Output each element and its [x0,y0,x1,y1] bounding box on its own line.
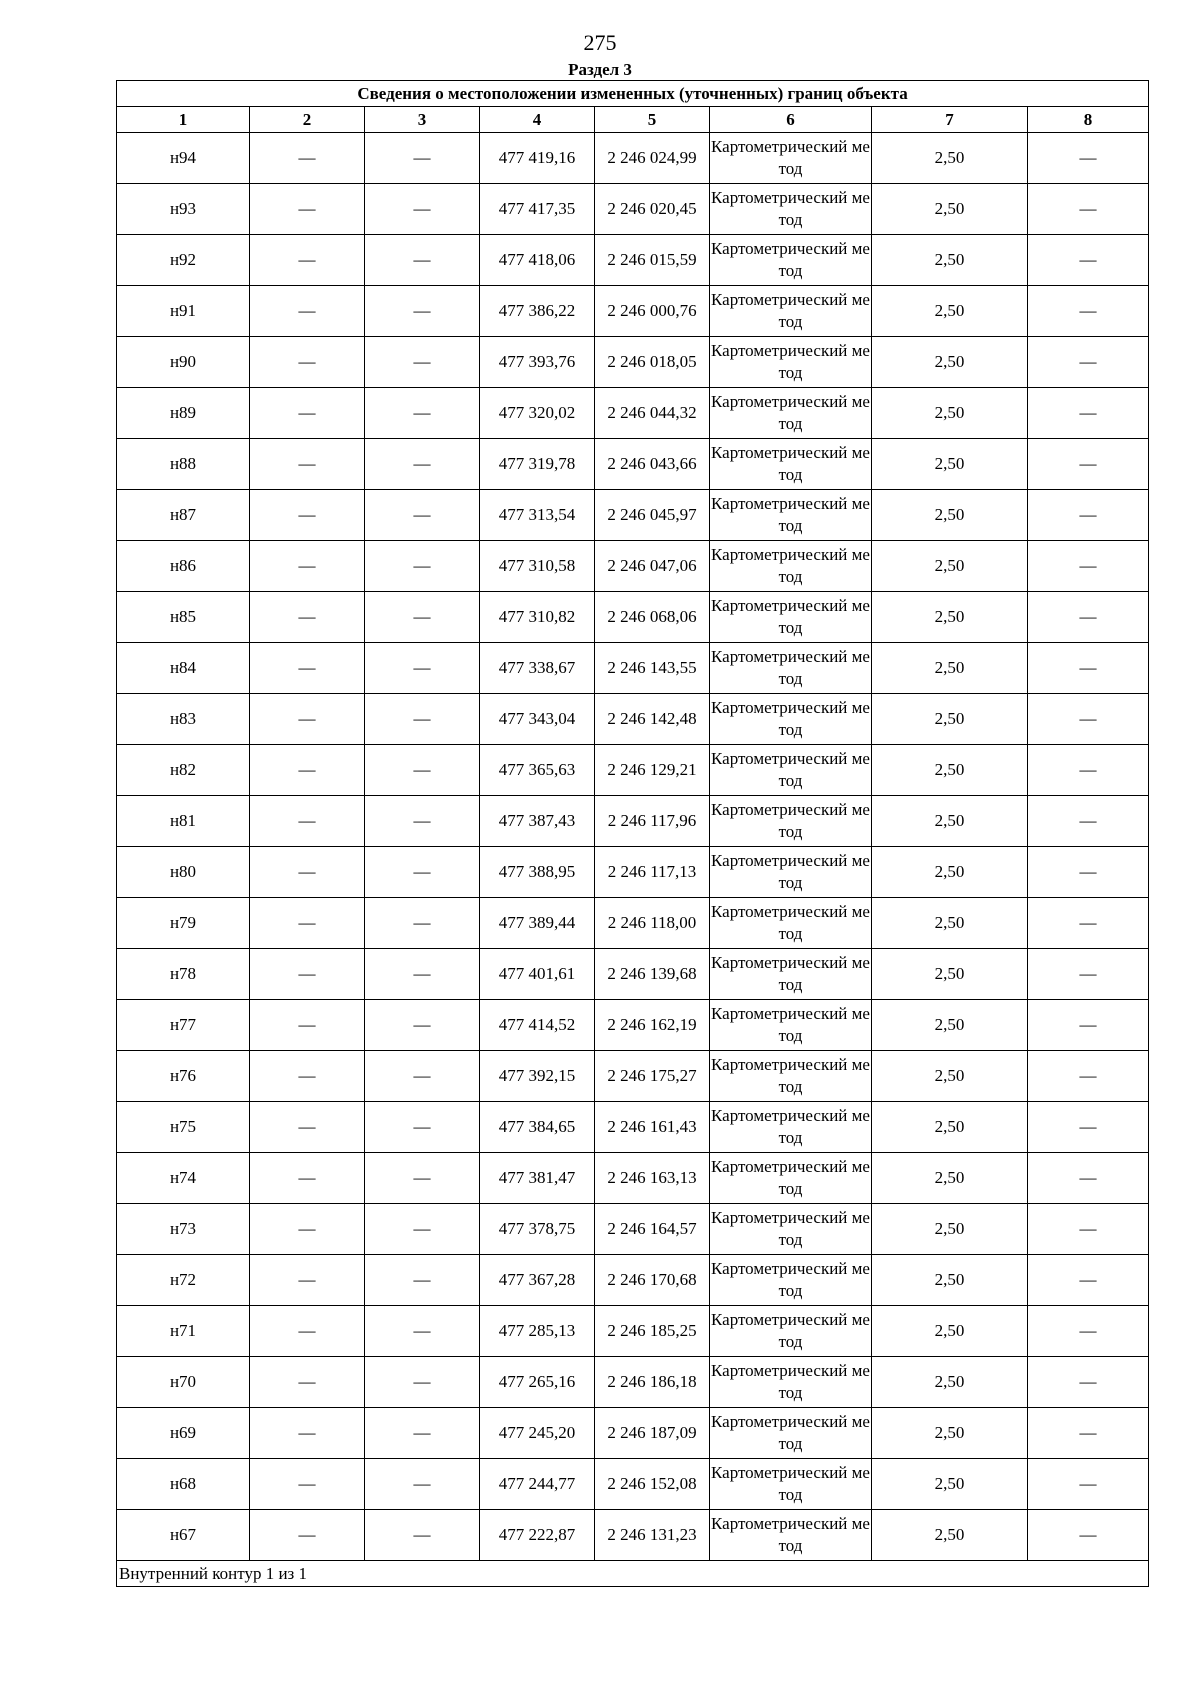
cell-method: Картометрический метод [710,1204,872,1255]
table-row [117,541,1149,592]
cell-coord-y: 2 246 118,00 [595,898,710,949]
cell-method: Картометрический метод [710,694,872,745]
cell-accuracy: 2,50 [872,898,1028,949]
cell-method: Картометрический метод [710,796,872,847]
cell-method: Картометрический метод [710,847,872,898]
table-row [117,1102,1149,1153]
cell-accuracy: 2,50 [872,490,1028,541]
table-caption: Сведения о местоположении измененных (уточненных) границ объекта [117,81,1149,107]
cell-col-8-value: — [1028,1306,1149,1357]
cell-col-3-value: — [365,949,480,1000]
cell-col-3-value: — [365,847,480,898]
cell-col-8-value: — [1028,286,1149,337]
table-row [117,235,1149,286]
table-footer-row [117,1561,1149,1587]
cell-coord-y: 2 246 047,06 [595,541,710,592]
cell-coord-x: 477 319,78 [480,439,595,490]
cell-coord-x: 477 386,22 [480,286,595,337]
cell-point-id: н73 [117,1204,250,1255]
cell-method: Картометрический метод [710,1459,872,1510]
cell-col-2-value: — [250,1510,365,1561]
table-row [117,490,1149,541]
cell-coord-x: 477 401,61 [480,949,595,1000]
table-row [117,1510,1149,1561]
cell-coord-x: 477 343,04 [480,694,595,745]
cell-point-id: н91 [117,286,250,337]
cell-method: Картометрический метод [710,388,872,439]
cell-method: Картометрический метод [710,1153,872,1204]
cell-col-3-value: — [365,1255,480,1306]
cell-col-3-value: — [365,1153,480,1204]
cell-method: Картометрический метод [710,1510,872,1561]
cell-method: Картометрический метод [710,490,872,541]
cell-coord-y: 2 246 044,32 [595,388,710,439]
column-header: 3 [365,107,480,133]
cell-coord-x: 477 244,77 [480,1459,595,1510]
cell-col-8-value: — [1028,1510,1149,1561]
cell-col-8-value: — [1028,949,1149,1000]
cell-col-2-value: — [250,796,365,847]
cell-coord-y: 2 246 152,08 [595,1459,710,1510]
cell-accuracy: 2,50 [872,1255,1028,1306]
cell-col-2-value: — [250,388,365,439]
cell-coord-x: 477 313,54 [480,490,595,541]
table-row [117,745,1149,796]
contour-note: Внутренний контур 1 из 1 [117,1561,1149,1587]
cell-col-2-value: — [250,286,365,337]
table-row [117,1000,1149,1051]
cell-col-8-value: — [1028,388,1149,439]
cell-method: Картометрический метод [710,1102,872,1153]
cell-col-2-value: — [250,694,365,745]
cell-point-id: н69 [117,1408,250,1459]
cell-coord-y: 2 246 187,09 [595,1408,710,1459]
cell-method: Картометрический метод [710,592,872,643]
cell-col-8-value: — [1028,1357,1149,1408]
cell-col-3-value: — [365,184,480,235]
cell-coord-y: 2 246 164,57 [595,1204,710,1255]
cell-col-2-value: — [250,439,365,490]
cell-point-id: н72 [117,1255,250,1306]
cell-col-3-value: — [365,541,480,592]
cell-accuracy: 2,50 [872,796,1028,847]
table-row [117,1153,1149,1204]
table-row [117,439,1149,490]
cell-accuracy: 2,50 [872,745,1028,796]
cell-point-id: н90 [117,337,250,388]
table-row [117,949,1149,1000]
cell-point-id: н80 [117,847,250,898]
cell-col-3-value: — [365,388,480,439]
cell-coord-x: 477 393,76 [480,337,595,388]
cell-col-2-value: — [250,643,365,694]
cell-accuracy: 2,50 [872,1357,1028,1408]
cell-method: Картометрический метод [710,1051,872,1102]
cell-coord-y: 2 246 020,45 [595,184,710,235]
cell-col-8-value: — [1028,745,1149,796]
cell-coord-x: 477 387,43 [480,796,595,847]
column-header: 6 [710,107,872,133]
table-row [117,1408,1149,1459]
cell-col-3-value: — [365,643,480,694]
section-title: Раздел 3 [568,60,632,79]
cell-col-3-value: — [365,1510,480,1561]
cell-col-8-value: — [1028,541,1149,592]
cell-col-8-value: — [1028,490,1149,541]
column-header: 1 [117,107,250,133]
cell-coord-y: 2 246 143,55 [595,643,710,694]
cell-method: Картометрический метод [710,1408,872,1459]
table-row [117,1306,1149,1357]
cell-col-2-value: — [250,898,365,949]
cell-col-2-value: — [250,235,365,286]
cell-coord-y: 2 246 186,18 [595,1357,710,1408]
table-caption-row [117,81,1149,107]
cell-coord-y: 2 246 015,59 [595,235,710,286]
cell-col-2-value: — [250,745,365,796]
cell-col-8-value: — [1028,847,1149,898]
cell-col-8-value: — [1028,1204,1149,1255]
cell-col-2-value: — [250,949,365,1000]
cell-col-8-value: — [1028,592,1149,643]
cell-accuracy: 2,50 [872,337,1028,388]
cell-col-8-value: — [1028,184,1149,235]
cell-col-3-value: — [365,337,480,388]
cell-col-2-value: — [250,1357,365,1408]
cell-col-2-value: — [250,1000,365,1051]
cell-method: Картометрический метод [710,184,872,235]
cell-accuracy: 2,50 [872,643,1028,694]
cell-accuracy: 2,50 [872,1510,1028,1561]
cell-col-2-value: — [250,1306,365,1357]
cell-coord-y: 2 246 175,27 [595,1051,710,1102]
cell-coord-y: 2 246 139,68 [595,949,710,1000]
cell-accuracy: 2,50 [872,1459,1028,1510]
cell-col-8-value: — [1028,1459,1149,1510]
cell-point-id: н94 [117,133,250,184]
cell-accuracy: 2,50 [872,541,1028,592]
cell-col-3-value: — [365,592,480,643]
cell-col-8-value: — [1028,1408,1149,1459]
cell-col-2-value: — [250,490,365,541]
cell-coord-x: 477 388,95 [480,847,595,898]
cell-col-2-value: — [250,847,365,898]
cell-coord-y: 2 246 185,25 [595,1306,710,1357]
cell-col-2-value: — [250,133,365,184]
cell-point-id: н70 [117,1357,250,1408]
cell-accuracy: 2,50 [872,439,1028,490]
cell-coord-x: 477 285,13 [480,1306,595,1357]
cell-coord-x: 477 338,67 [480,643,595,694]
cell-col-2-value: — [250,541,365,592]
cell-coord-x: 477 310,82 [480,592,595,643]
cell-accuracy: 2,50 [872,1153,1028,1204]
cell-coord-y: 2 246 131,23 [595,1510,710,1561]
cell-accuracy: 2,50 [872,1000,1028,1051]
cell-method: Картометрический метод [710,1255,872,1306]
cell-coord-x: 477 320,02 [480,388,595,439]
cell-col-2-value: — [250,1459,365,1510]
cell-col-2-value: — [250,1408,365,1459]
cell-method: Картометрический метод [710,745,872,796]
cell-method: Картометрический метод [710,898,872,949]
cell-accuracy: 2,50 [872,286,1028,337]
cell-point-id: н76 [117,1051,250,1102]
cell-method: Картометрический метод [710,337,872,388]
cell-col-3-value: — [365,1408,480,1459]
cell-point-id: н79 [117,898,250,949]
cell-method: Картометрический метод [710,643,872,694]
table-row [117,184,1149,235]
cell-point-id: н92 [117,235,250,286]
cell-coord-x: 477 310,58 [480,541,595,592]
cell-col-8-value: — [1028,1102,1149,1153]
cell-coord-x: 477 392,15 [480,1051,595,1102]
table-row [117,1459,1149,1510]
column-header: 5 [595,107,710,133]
column-header: 7 [872,107,1028,133]
cell-method: Картометрический метод [710,1306,872,1357]
cell-col-2-value: — [250,337,365,388]
cell-accuracy: 2,50 [872,1051,1028,1102]
cell-col-3-value: — [365,898,480,949]
column-header: 2 [250,107,365,133]
cell-col-8-value: — [1028,898,1149,949]
cell-point-id: н82 [117,745,250,796]
cell-accuracy: 2,50 [872,235,1028,286]
cell-point-id: н83 [117,694,250,745]
cell-col-3-value: — [365,490,480,541]
cell-col-8-value: — [1028,643,1149,694]
cell-col-8-value: — [1028,1000,1149,1051]
cell-accuracy: 2,50 [872,847,1028,898]
cell-point-id: н78 [117,949,250,1000]
cell-accuracy: 2,50 [872,1306,1028,1357]
cell-coord-y: 2 246 163,13 [595,1153,710,1204]
cell-coord-x: 477 381,47 [480,1153,595,1204]
cell-coord-y: 2 246 000,76 [595,286,710,337]
cell-col-3-value: — [365,745,480,796]
cell-method: Картометрический метод [710,439,872,490]
cell-col-3-value: — [365,1204,480,1255]
cell-col-8-value: — [1028,439,1149,490]
cell-point-id: н67 [117,1510,250,1561]
cell-accuracy: 2,50 [872,694,1028,745]
cell-point-id: н84 [117,643,250,694]
table-row [117,133,1149,184]
table-row [117,898,1149,949]
cell-coord-y: 2 246 117,96 [595,796,710,847]
cell-col-3-value: — [365,1459,480,1510]
cell-coord-x: 477 414,52 [480,1000,595,1051]
cell-point-id: н75 [117,1102,250,1153]
cell-col-8-value: — [1028,1153,1149,1204]
cell-coord-y: 2 246 068,06 [595,592,710,643]
cell-coord-y: 2 246 043,66 [595,439,710,490]
cell-col-3-value: — [365,694,480,745]
cell-point-id: н74 [117,1153,250,1204]
cell-coord-y: 2 246 142,48 [595,694,710,745]
page-number: 275 [583,30,617,55]
cell-point-id: н71 [117,1306,250,1357]
cell-method: Картометрический метод [710,949,872,1000]
cell-col-8-value: — [1028,337,1149,388]
cell-point-id: н88 [117,439,250,490]
cell-col-2-value: — [250,592,365,643]
cell-col-3-value: — [365,796,480,847]
cell-coord-y: 2 246 045,97 [595,490,710,541]
cell-accuracy: 2,50 [872,592,1028,643]
cell-point-id: н93 [117,184,250,235]
cell-col-8-value: — [1028,133,1149,184]
cell-coord-x: 477 389,44 [480,898,595,949]
table-row [117,1255,1149,1306]
cell-coord-x: 477 418,06 [480,235,595,286]
cell-coord-x: 477 222,87 [480,1510,595,1561]
cell-method: Картометрический метод [710,1000,872,1051]
cell-col-2-value: — [250,1255,365,1306]
cell-col-2-value: — [250,1102,365,1153]
table-body [117,133,1149,1561]
cell-method: Картометрический метод [710,1357,872,1408]
cell-col-2-value: — [250,1204,365,1255]
cell-coord-y: 2 246 162,19 [595,1000,710,1051]
cell-coord-x: 477 384,65 [480,1102,595,1153]
cell-coord-x: 477 365,63 [480,745,595,796]
cell-col-3-value: — [365,286,480,337]
table-row [117,388,1149,439]
cell-col-8-value: — [1028,235,1149,286]
cell-col-8-value: — [1028,796,1149,847]
cell-method: Картометрический метод [710,133,872,184]
cell-col-3-value: — [365,133,480,184]
table-row [117,694,1149,745]
cell-accuracy: 2,50 [872,1102,1028,1153]
table-row [117,796,1149,847]
cell-col-8-value: — [1028,1255,1149,1306]
cell-coord-x: 477 378,75 [480,1204,595,1255]
table-row [117,286,1149,337]
cell-col-3-value: — [365,1357,480,1408]
table-row [117,592,1149,643]
cell-col-3-value: — [365,1102,480,1153]
cell-coord-y: 2 246 161,43 [595,1102,710,1153]
cell-col-2-value: — [250,184,365,235]
cell-coord-y: 2 246 129,21 [595,745,710,796]
cell-coord-y: 2 246 024,99 [595,133,710,184]
cell-coord-x: 477 367,28 [480,1255,595,1306]
table-row [117,847,1149,898]
cell-coord-x: 477 419,16 [480,133,595,184]
cell-point-id: н81 [117,796,250,847]
table-header-row [117,107,1149,133]
cell-col-2-value: — [250,1153,365,1204]
cell-col-8-value: — [1028,694,1149,745]
cell-point-id: н77 [117,1000,250,1051]
cell-col-8-value: — [1028,1051,1149,1102]
cell-coord-x: 477 265,16 [480,1357,595,1408]
cell-coord-x: 477 417,35 [480,184,595,235]
table-row [117,1357,1149,1408]
table-row [117,1204,1149,1255]
cell-coord-y: 2 246 018,05 [595,337,710,388]
cell-col-3-value: — [365,235,480,286]
table-row [117,337,1149,388]
boundary-table [116,80,1149,1587]
cell-accuracy: 2,50 [872,388,1028,439]
cell-accuracy: 2,50 [872,133,1028,184]
cell-accuracy: 2,50 [872,1204,1028,1255]
cell-point-id: н87 [117,490,250,541]
cell-coord-y: 2 246 117,13 [595,847,710,898]
cell-accuracy: 2,50 [872,949,1028,1000]
cell-point-id: н68 [117,1459,250,1510]
cell-col-3-value: — [365,1000,480,1051]
cell-coord-x: 477 245,20 [480,1408,595,1459]
cell-col-3-value: — [365,1306,480,1357]
cell-method: Картометрический метод [710,235,872,286]
cell-point-id: н86 [117,541,250,592]
cell-col-2-value: — [250,1051,365,1102]
table-row [117,643,1149,694]
column-header: 8 [1028,107,1149,133]
cell-coord-y: 2 246 170,68 [595,1255,710,1306]
column-header: 4 [480,107,595,133]
cell-point-id: н89 [117,388,250,439]
cell-col-3-value: — [365,439,480,490]
cell-accuracy: 2,50 [872,1408,1028,1459]
cell-accuracy: 2,50 [872,184,1028,235]
cell-method: Картометрический метод [710,286,872,337]
cell-col-3-value: — [365,1051,480,1102]
table-row [117,1051,1149,1102]
cell-method: Картометрический метод [710,541,872,592]
cell-point-id: н85 [117,592,250,643]
